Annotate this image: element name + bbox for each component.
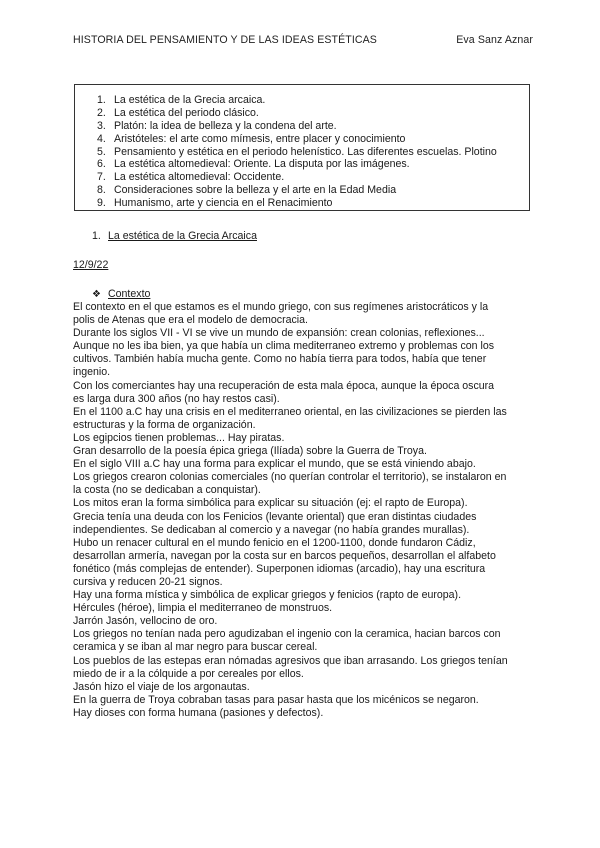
body-line: la costa (no se dedicaban a conquistar). — [73, 484, 261, 497]
author-name: Eva Sanz Aznar — [456, 34, 533, 46]
toc-item: 1. La estética de la Grecia arcaica. — [97, 94, 266, 106]
body-line: cultivos. También había mucha gente. Como no había tierra para todos, había que tener — [73, 353, 487, 366]
toc-item: 7. La estética altomedieval: Occidente. — [97, 171, 285, 184]
subsection-title: Contexto — [108, 288, 151, 300]
body-line: independientes. Se dedicaban al comercio y a navegar (no había grandes murallas). — [73, 523, 470, 536]
body-line: ceramica y se iban al mar negro para buscar cereal. — [73, 641, 318, 654]
section-title: La estética de la Grecia Arcaica — [108, 230, 257, 242]
body-line: Jasón hizo el viaje de los argonautas. — [73, 680, 250, 693]
body-line: Jarrón Jasón, vellocino de oro. — [73, 615, 218, 628]
body-text — [73, 301, 533, 720]
body-line: miedo de ir a la cólquide a por cereales por ellos. — [73, 667, 304, 680]
document-title: HISTORIA DEL PENSAMIENTO Y DE LAS IDEAS ESTÉTICAS — [73, 34, 377, 46]
body-line: Los egipcios tienen problemas... Hay piratas. — [73, 431, 285, 444]
body-line: Gran desarrollo de la poesía épica griega (Ilíada) sobre la Guerra de Troya. — [73, 445, 427, 458]
body-line: Los griegos crearon colonias comerciales (no querían controlar el territorio), se instalaron en — [73, 471, 507, 484]
toc-item: 9. Humanismo, arte y ciencia en el Renacimiento — [97, 197, 333, 210]
body-line: es larga dura 300 años (no hay restos casi). — [73, 392, 280, 405]
body-line: Hay dioses con forma humana (pasiones y defectos). — [73, 706, 324, 719]
body-line: ingenio. — [73, 366, 111, 379]
toc-item: 8. Consideraciones sobre la belleza y el arte en la Edad Media — [97, 184, 397, 197]
body-line: Con los comerciantes hay una recuperación de esta mala época, aunque la época oscura — [73, 379, 495, 392]
body-line: Hércules (héroe), limpia el mediterraneo de monstruos. — [73, 602, 333, 615]
body-line: En el 1100 a.C hay una crisis en el mediterraneo oriental, en las civilizaciones se pierden las — [73, 405, 507, 418]
body-line: En el siglo VIII a.C hay una forma para explicar el mundo, que se está viniendo abajo. — [73, 458, 476, 471]
toc-item: 4. Aristóteles: el arte como mímesis, entre placer y conocimiento — [97, 132, 406, 145]
body-line: El contexto en el que estamos es el mundo griego, con sus regímenes aristocráticos y la — [73, 301, 489, 313]
toc-item: 5. Pensamiento y estética en el periodo helenístico. Las diferentes escuelas. Plotino — [97, 145, 497, 158]
toc-item: 3. Platón: la idea de belleza y la condena del arte. — [97, 119, 337, 132]
body-line: Los pueblos de las estepas eran nómadas agresivos que iban arrasando. Los griegos tenían — [73, 654, 508, 667]
section-number: 1. — [92, 230, 101, 242]
subsection-heading — [92, 288, 150, 300]
toc-item: 2. La estética del periodo clásico. — [97, 106, 259, 119]
body-line: fonético (más complejas de entender). Superponen idiomas (arcadio), hay una escritura — [73, 562, 486, 575]
body-line: estructuras y la forma de organización. — [73, 418, 256, 431]
toc-list — [75, 85, 529, 210]
section-heading — [92, 230, 257, 242]
body-line: Aunque no les iba bien, ya que había un clima mediterraneo extremo y problemas con los — [73, 340, 495, 353]
body-line: desarrollan armería, navegan por la costa sur en barcos pequeños, desarrollan el alfabeto — [73, 549, 496, 562]
body-line: Hay una forma mística y simbólica de explicar griegos y fenicios (rapto de europa). — [73, 589, 462, 602]
class-date: 12/9/22 — [73, 259, 109, 271]
body-line: En la guerra de Troya cobraban tasas para pasar hasta que los micénicos se negaron. — [73, 693, 479, 706]
body-line: polis de Atenas que era el modelo de democracia. — [73, 314, 308, 327]
body-line: cursiva y reducen 20-21 signos. — [73, 575, 223, 588]
table-of-contents — [74, 84, 530, 211]
body-line: Grecia tenía una deuda con los Fenicios (levante oriental) que eran distintas ciudades — [73, 510, 477, 523]
body-line: Hubo un renacer cultural en el mundo fenicio en el 1200-1100, donde fundaron Cádiz, — [73, 536, 476, 549]
body-line: Los mitos eran la forma simbólica para explicar su situación (ej: el rapto de Europa). — [73, 497, 468, 510]
body-line: Los griegos no tenían nada pero agudizaban el ingenio con la ceramica, hacian barcos con — [73, 628, 501, 641]
body-line: Durante los siglos VII - VI se vive un mundo de expansión: crean colonias, reflexiones... — [73, 327, 485, 340]
toc-item: 6. La estética altomedieval: Oriente. La disputa por las imágenes. — [97, 158, 410, 171]
diamond-bullet-icon: ❖ — [92, 289, 101, 300]
